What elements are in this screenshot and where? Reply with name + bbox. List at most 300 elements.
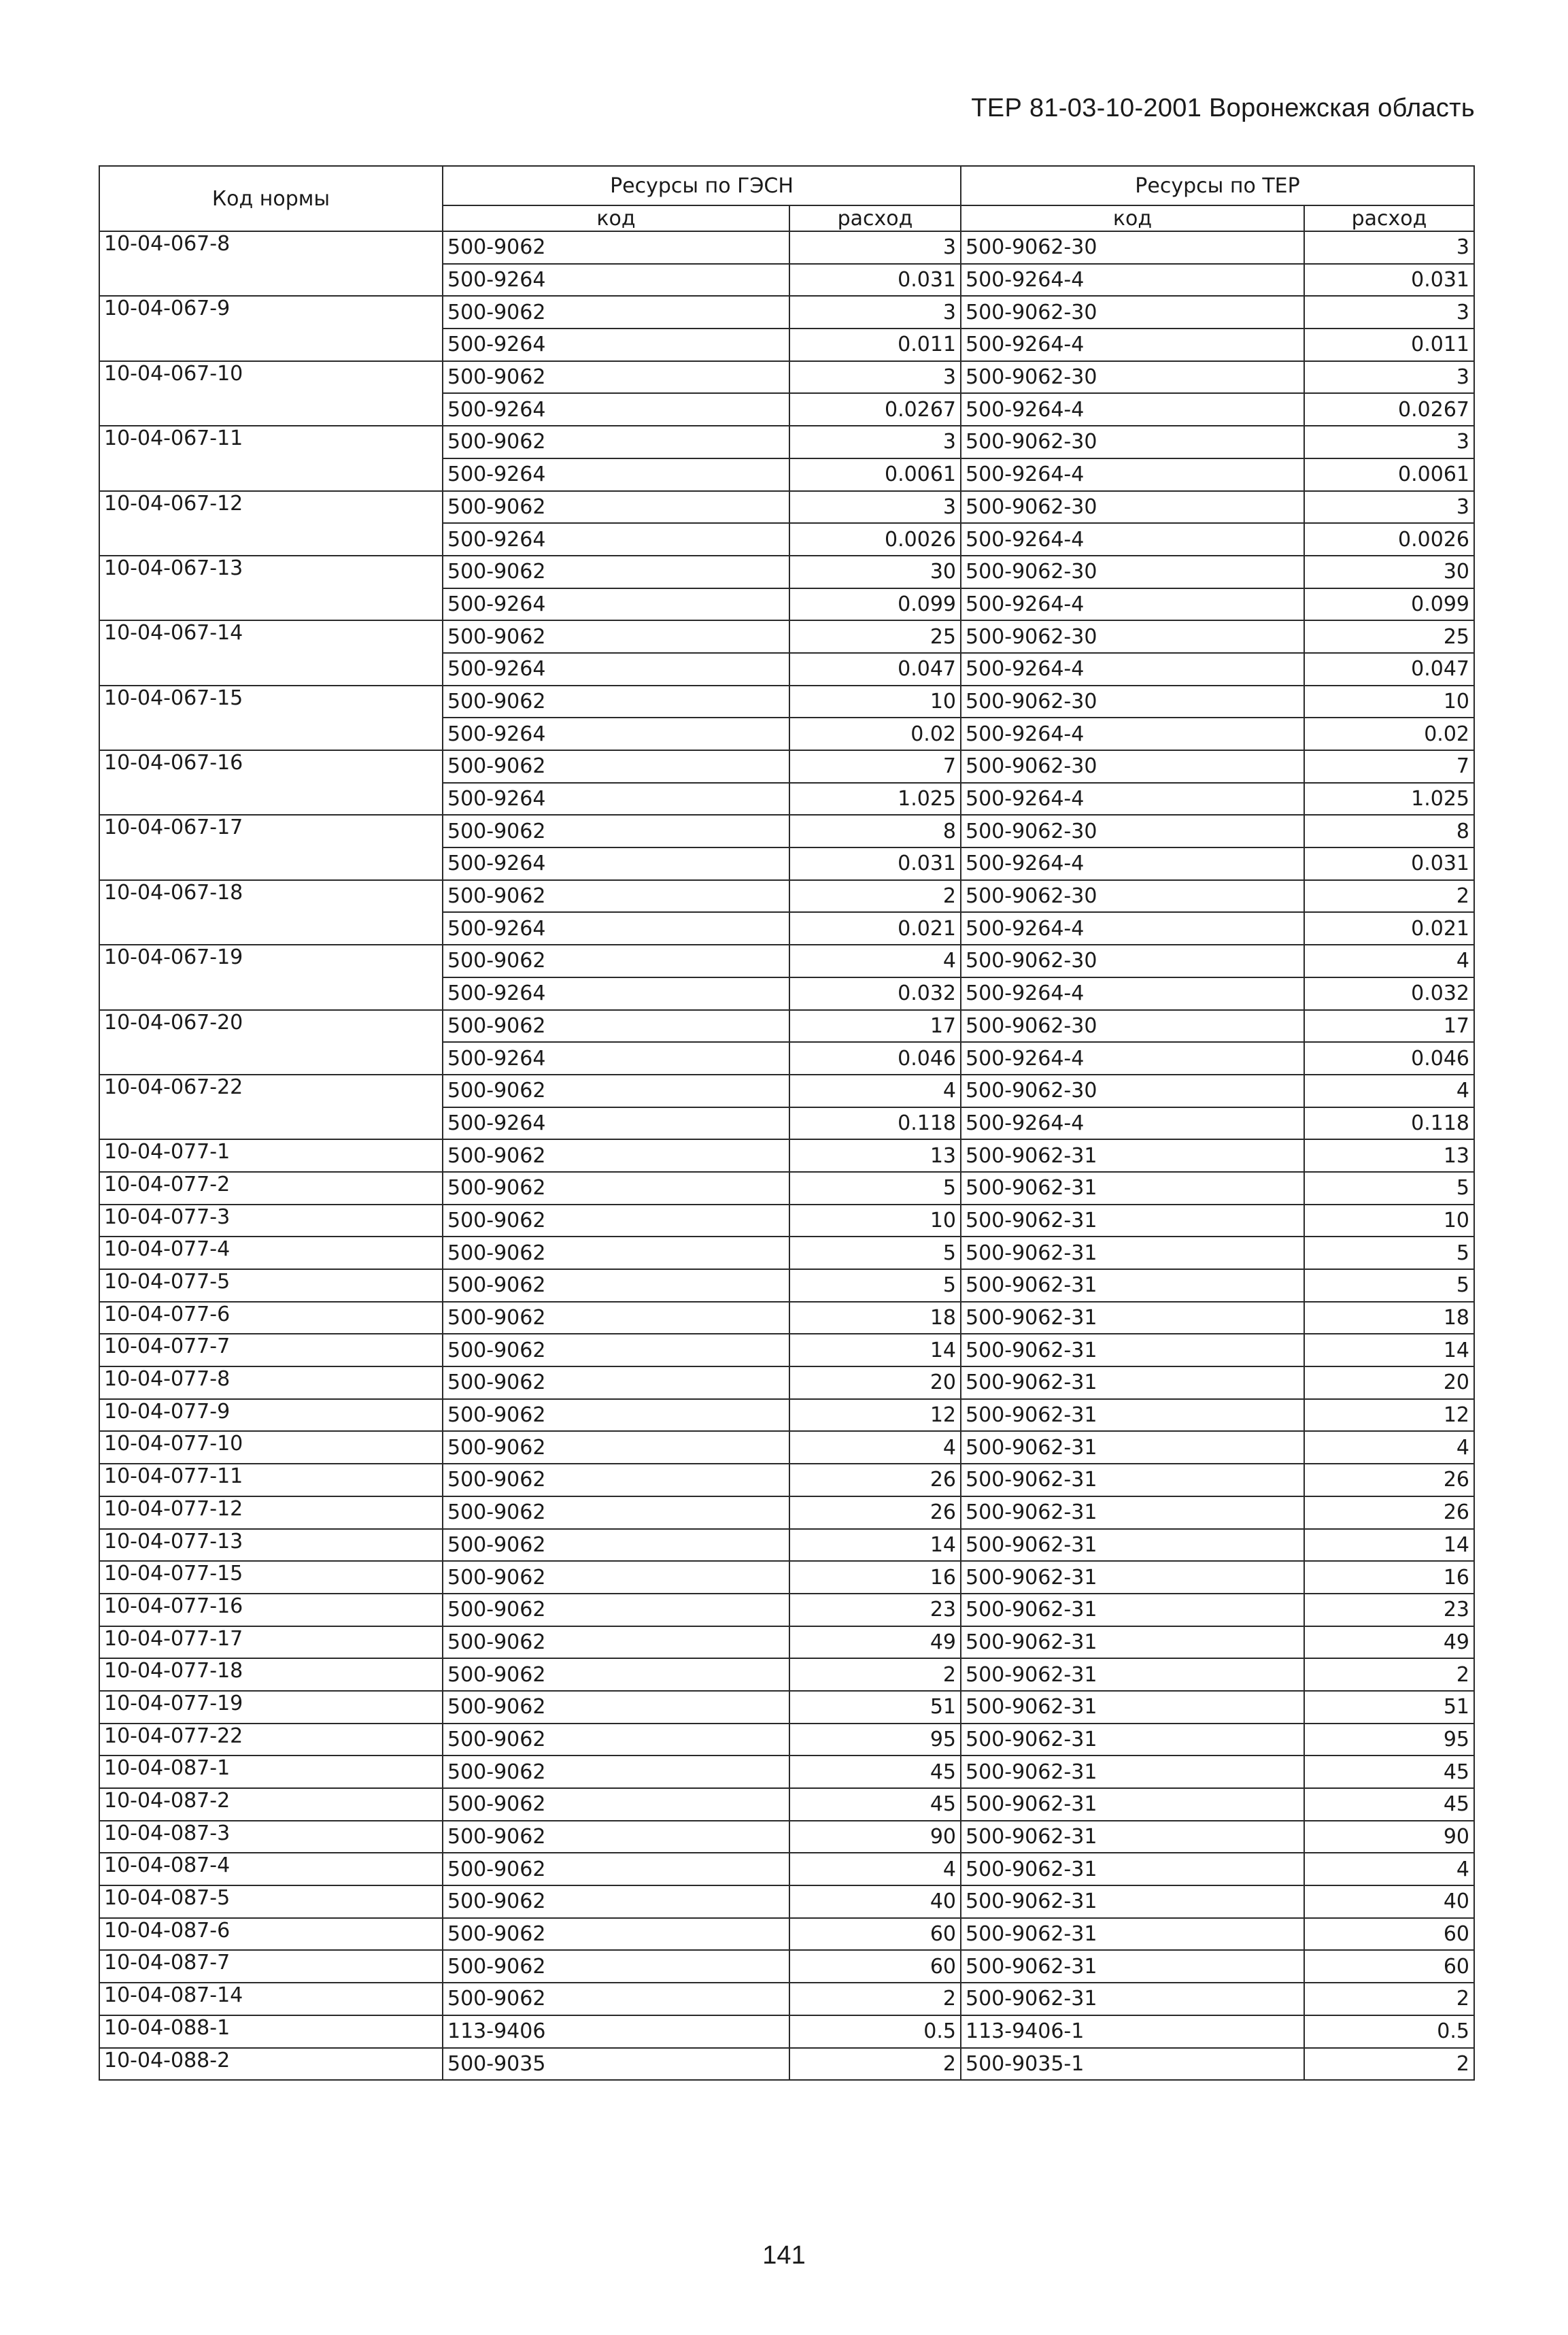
norm-code-cell: 10-04-088-1 [99, 2015, 443, 2048]
gesn-code-cell: 500-9062 [443, 1594, 789, 1626]
table-row [99, 1885, 1474, 1918]
norm-code-cell: 10-04-077-10 [99, 1431, 443, 1464]
ter-code-cell: 500-9264-4 [961, 912, 1304, 945]
norm-code-cell: 10-04-077-16 [99, 1594, 443, 1626]
table-body [99, 231, 1474, 2080]
norm-code-cell: 10-04-067-8 [99, 231, 443, 296]
ter-code-cell: 500-9264-4 [961, 523, 1304, 556]
ter-rate-cell: 45 [1304, 1788, 1474, 1821]
gesn-code-cell: 500-9062 [443, 1464, 789, 1496]
ter-code-cell: 500-9062-31 [961, 1334, 1304, 1366]
gesn-code-cell: 500-9062 [443, 361, 789, 394]
ter-rate-cell: 2 [1304, 1658, 1474, 1691]
gesn-rate-cell: 14 [789, 1334, 961, 1366]
gesn-rate-cell: 0.02 [789, 718, 961, 750]
ter-code-cell: 500-9062-31 [961, 1205, 1304, 1237]
gesn-rate-cell: 5 [789, 1237, 961, 1269]
ter-code-cell: 500-9062-30 [961, 880, 1304, 913]
gesn-code-cell: 500-9062 [443, 1269, 789, 1302]
ter-code-cell: 500-9035-1 [961, 2048, 1304, 2081]
table-row [99, 1496, 1474, 1529]
gesn-rate-cell: 4 [789, 1431, 961, 1464]
gesn-rate-cell: 51 [789, 1691, 961, 1724]
gesn-code-cell: 500-9264 [443, 653, 789, 686]
table-row [99, 1561, 1474, 1594]
ter-rate-cell: 5 [1304, 1237, 1474, 1269]
table-row [99, 1269, 1474, 1302]
ter-code-cell: 500-9062-31 [961, 1269, 1304, 1302]
gesn-rate-cell: 20 [789, 1366, 961, 1399]
ter-rate-cell: 14 [1304, 1334, 1474, 1366]
ter-code-cell: 500-9062-30 [961, 296, 1304, 329]
table-row [99, 1529, 1474, 1562]
gesn-code-cell: 500-9264 [443, 458, 789, 491]
table-row [99, 2048, 1474, 2081]
table-row [99, 426, 1474, 458]
gesn-rate-cell: 0.0061 [789, 458, 961, 491]
norm-code-cell: 10-04-087-7 [99, 1950, 443, 1983]
norm-code-cell: 10-04-087-4 [99, 1853, 443, 1885]
gesn-rate-cell: 30 [789, 556, 961, 588]
gesn-rate-cell: 10 [789, 1205, 961, 1237]
header-ter-rate: расход [1304, 205, 1474, 231]
gesn-code-cell: 500-9264 [443, 912, 789, 945]
gesn-rate-cell: 95 [789, 1724, 961, 1756]
ter-rate-cell: 0.046 [1304, 1042, 1474, 1075]
gesn-code-cell: 500-9062 [443, 1399, 789, 1432]
gesn-rate-cell: 0.0026 [789, 523, 961, 556]
table-row [99, 1853, 1474, 1885]
ter-code-cell: 500-9062-30 [961, 686, 1304, 718]
gesn-rate-cell: 49 [789, 1626, 961, 1659]
norm-code-cell: 10-04-077-17 [99, 1626, 443, 1659]
header-ter-code: код [961, 205, 1304, 231]
gesn-rate-cell: 3 [789, 231, 961, 264]
norm-code-cell: 10-04-067-14 [99, 620, 443, 685]
ter-code-cell: 500-9264-4 [961, 1042, 1304, 1075]
gesn-code-cell: 500-9264 [443, 718, 789, 750]
table-row [99, 1464, 1474, 1496]
ter-code-cell: 500-9062-30 [961, 620, 1304, 653]
gesn-code-cell: 500-9062 [443, 1756, 789, 1788]
ter-rate-cell: 0.0061 [1304, 458, 1474, 491]
gesn-code-cell: 500-9062 [443, 426, 789, 458]
gesn-rate-cell: 0.046 [789, 1042, 961, 1075]
gesn-code-cell: 500-9062 [443, 1918, 789, 1951]
norm-code-cell: 10-04-067-20 [99, 1010, 443, 1075]
ter-rate-cell: 0.011 [1304, 329, 1474, 361]
norm-code-cell: 10-04-077-15 [99, 1561, 443, 1594]
ter-rate-cell: 2 [1304, 2048, 1474, 2081]
ter-rate-cell: 4 [1304, 1853, 1474, 1885]
norm-code-cell: 10-04-067-19 [99, 945, 443, 1009]
gesn-code-cell: 500-9062 [443, 620, 789, 653]
table-row [99, 1172, 1474, 1205]
gesn-rate-cell: 2 [789, 880, 961, 913]
table-row [99, 556, 1474, 588]
ter-code-cell: 113-9406-1 [961, 2015, 1304, 2048]
gesn-rate-cell: 0.011 [789, 329, 961, 361]
gesn-code-cell: 500-9062 [443, 1302, 789, 1334]
norm-code-cell: 10-04-067-13 [99, 556, 443, 620]
norm-code-cell: 10-04-067-11 [99, 426, 443, 490]
table-row [99, 231, 1474, 264]
ter-rate-cell: 40 [1304, 1885, 1474, 1918]
ter-code-cell: 500-9062-31 [961, 1431, 1304, 1464]
gesn-rate-cell: 0.099 [789, 588, 961, 621]
table-row [99, 1756, 1474, 1788]
ter-rate-cell: 45 [1304, 1756, 1474, 1788]
page-number: 141 [762, 2241, 806, 2270]
ter-rate-cell: 17 [1304, 1010, 1474, 1043]
table-row [99, 296, 1474, 329]
gesn-rate-cell: 4 [789, 1075, 961, 1107]
gesn-rate-cell: 90 [789, 1821, 961, 1853]
ter-rate-cell: 0.099 [1304, 588, 1474, 621]
ter-code-cell: 500-9062-30 [961, 750, 1304, 783]
ter-rate-cell: 0.02 [1304, 718, 1474, 750]
ter-code-cell: 500-9062-31 [961, 1821, 1304, 1853]
table-row [99, 1691, 1474, 1724]
gesn-code-cell: 500-9062 [443, 1724, 789, 1756]
gesn-code-cell: 500-9062 [443, 1172, 789, 1205]
gesn-code-cell: 500-9264 [443, 977, 789, 1010]
gesn-rate-cell: 60 [789, 1918, 961, 1951]
norm-code-cell: 10-04-077-7 [99, 1334, 443, 1366]
gesn-rate-cell: 18 [789, 1302, 961, 1334]
gesn-rate-cell: 3 [789, 426, 961, 458]
ter-code-cell: 500-9264-4 [961, 329, 1304, 361]
gesn-rate-cell: 1.025 [789, 783, 961, 816]
table-row [99, 1950, 1474, 1983]
gesn-rate-cell: 5 [789, 1172, 961, 1205]
gesn-code-cell: 500-9062 [443, 1010, 789, 1043]
ter-rate-cell: 95 [1304, 1724, 1474, 1756]
table-row [99, 491, 1474, 524]
gesn-code-cell: 500-9062 [443, 1561, 789, 1594]
table-row [99, 1010, 1474, 1043]
ter-rate-cell: 23 [1304, 1594, 1474, 1626]
gesn-rate-cell: 10 [789, 686, 961, 718]
gesn-rate-cell: 0.118 [789, 1107, 961, 1140]
gesn-rate-cell: 16 [789, 1561, 961, 1594]
norm-code-cell: 10-04-077-4 [99, 1237, 443, 1269]
gesn-code-cell: 500-9264 [443, 329, 789, 361]
ter-rate-cell: 16 [1304, 1561, 1474, 1594]
gesn-code-cell: 500-9062 [443, 1431, 789, 1464]
gesn-code-cell: 500-9062 [443, 880, 789, 913]
ter-code-cell: 500-9062-31 [961, 1594, 1304, 1626]
gesn-code-cell: 500-9264 [443, 264, 789, 297]
header-gesn-rate: расход [789, 205, 961, 231]
ter-rate-cell: 12 [1304, 1399, 1474, 1432]
gesn-rate-cell: 12 [789, 1399, 961, 1432]
ter-rate-cell: 25 [1304, 620, 1474, 653]
gesn-rate-cell: 8 [789, 815, 961, 847]
gesn-code-cell: 500-9264 [443, 588, 789, 621]
ter-code-cell: 500-9062-31 [961, 1853, 1304, 1885]
ter-rate-cell: 1.025 [1304, 783, 1474, 816]
gesn-rate-cell: 26 [789, 1496, 961, 1529]
header-gesn-resources: Ресурсы по ГЭСН [443, 166, 961, 205]
ter-code-cell: 500-9264-4 [961, 393, 1304, 426]
ter-code-cell: 500-9062-31 [961, 1724, 1304, 1756]
ter-code-cell: 500-9062-31 [961, 1918, 1304, 1951]
ter-rate-cell: 0.032 [1304, 977, 1474, 1010]
table-row [99, 1626, 1474, 1659]
table-row [99, 1821, 1474, 1853]
norm-code-cell: 10-04-077-19 [99, 1691, 443, 1724]
ter-code-cell: 500-9062-30 [961, 815, 1304, 847]
ter-code-cell: 500-9264-4 [961, 458, 1304, 491]
ter-code-cell: 500-9062-31 [961, 1983, 1304, 2015]
ter-code-cell: 500-9062-31 [961, 1885, 1304, 1918]
table-row [99, 1334, 1474, 1366]
norm-code-cell: 10-04-088-2 [99, 2048, 443, 2081]
gesn-rate-cell: 60 [789, 1950, 961, 1983]
ter-rate-cell: 0.0026 [1304, 523, 1474, 556]
gesn-code-cell: 500-9062 [443, 1853, 789, 1885]
ter-rate-cell: 7 [1304, 750, 1474, 783]
ter-rate-cell: 2 [1304, 1983, 1474, 2015]
ter-rate-cell: 8 [1304, 815, 1474, 847]
ter-rate-cell: 0.031 [1304, 264, 1474, 297]
ter-rate-cell: 10 [1304, 1205, 1474, 1237]
ter-code-cell: 500-9062-31 [961, 1172, 1304, 1205]
ter-rate-cell: 0.021 [1304, 912, 1474, 945]
ter-rate-cell: 26 [1304, 1496, 1474, 1529]
ter-code-cell: 500-9264-4 [961, 718, 1304, 750]
norm-code-cell: 10-04-087-2 [99, 1788, 443, 1821]
ter-code-cell: 500-9062-31 [961, 1658, 1304, 1691]
ter-code-cell: 500-9062-31 [961, 1788, 1304, 1821]
gesn-rate-cell: 3 [789, 491, 961, 524]
ter-code-cell: 500-9062-31 [961, 1950, 1304, 1983]
gesn-rate-cell: 7 [789, 750, 961, 783]
norm-code-cell: 10-04-077-2 [99, 1172, 443, 1205]
norm-code-cell: 10-04-067-9 [99, 296, 443, 360]
gesn-rate-cell: 0.5 [789, 2015, 961, 2048]
gesn-code-cell: 500-9062 [443, 1366, 789, 1399]
ter-rate-cell: 14 [1304, 1529, 1474, 1562]
ter-rate-cell: 5 [1304, 1269, 1474, 1302]
ter-code-cell: 500-9264-4 [961, 1107, 1304, 1140]
ter-code-cell: 500-9062-31 [961, 1626, 1304, 1659]
norm-code-cell: 10-04-067-22 [99, 1075, 443, 1139]
ter-code-cell: 500-9062-30 [961, 231, 1304, 264]
gesn-code-cell: 500-9062 [443, 945, 789, 977]
table-row [99, 1594, 1474, 1626]
table-row [99, 1366, 1474, 1399]
gesn-code-cell: 500-9264 [443, 393, 789, 426]
gesn-code-cell: 500-9062 [443, 1205, 789, 1237]
norm-code-cell: 10-04-077-3 [99, 1205, 443, 1237]
gesn-rate-cell: 45 [789, 1756, 961, 1788]
table-row [99, 1139, 1474, 1172]
ter-rate-cell: 60 [1304, 1950, 1474, 1983]
gesn-code-cell: 113-9406 [443, 2015, 789, 2048]
ter-code-cell: 500-9062-31 [961, 1561, 1304, 1594]
gesn-rate-cell: 0.032 [789, 977, 961, 1010]
gesn-code-cell: 500-9062 [443, 556, 789, 588]
gesn-code-cell: 500-9062 [443, 296, 789, 329]
norm-code-cell: 10-04-077-13 [99, 1529, 443, 1562]
table-row [99, 2015, 1474, 2048]
norm-code-cell: 10-04-077-12 [99, 1496, 443, 1529]
ter-rate-cell: 3 [1304, 296, 1474, 329]
norm-code-cell: 10-04-077-6 [99, 1302, 443, 1334]
ter-code-cell: 500-9264-4 [961, 783, 1304, 816]
gesn-code-cell: 500-9062 [443, 1885, 789, 1918]
table-row [99, 1237, 1474, 1269]
header-gesn-code: код [443, 205, 789, 231]
ter-rate-cell: 20 [1304, 1366, 1474, 1399]
ter-rate-cell: 5 [1304, 1172, 1474, 1205]
table-row [99, 1431, 1474, 1464]
ter-rate-cell: 0.0267 [1304, 393, 1474, 426]
norm-code-cell: 10-04-077-9 [99, 1399, 443, 1432]
ter-code-cell: 500-9062-31 [961, 1691, 1304, 1724]
norm-code-cell: 10-04-067-17 [99, 815, 443, 879]
header-ter-resources: Ресурсы по ТЕР [961, 166, 1474, 205]
ter-code-cell: 500-9062-31 [961, 1496, 1304, 1529]
gesn-code-cell: 500-9062 [443, 1529, 789, 1562]
ter-code-cell: 500-9264-4 [961, 653, 1304, 686]
ter-rate-cell: 18 [1304, 1302, 1474, 1334]
gesn-rate-cell: 40 [789, 1885, 961, 1918]
ter-code-cell: 500-9062-30 [961, 1075, 1304, 1107]
gesn-code-cell: 500-9264 [443, 1107, 789, 1140]
gesn-rate-cell: 0.047 [789, 653, 961, 686]
gesn-rate-cell: 0.031 [789, 847, 961, 880]
table-row [99, 1205, 1474, 1237]
norm-code-cell: 10-04-067-18 [99, 880, 443, 945]
table-row [99, 1075, 1474, 1107]
norm-code-cell: 10-04-077-8 [99, 1366, 443, 1399]
table-row [99, 361, 1474, 394]
gesn-code-cell: 500-9062 [443, 815, 789, 847]
gesn-code-cell: 500-9062 [443, 1139, 789, 1172]
ter-code-cell: 500-9062-31 [961, 1464, 1304, 1496]
gesn-code-cell: 500-9062 [443, 1821, 789, 1853]
table-row [99, 620, 1474, 653]
resources-table [99, 165, 1475, 2081]
norm-code-cell: 10-04-087-14 [99, 1983, 443, 2015]
gesn-rate-cell: 3 [789, 296, 961, 329]
ter-code-cell: 500-9062-30 [961, 945, 1304, 977]
ter-rate-cell: 90 [1304, 1821, 1474, 1853]
table-row [99, 1983, 1474, 2015]
gesn-rate-cell: 2 [789, 1658, 961, 1691]
table-row [99, 880, 1474, 913]
ter-code-cell: 500-9264-4 [961, 588, 1304, 621]
ter-rate-cell: 0.5 [1304, 2015, 1474, 2048]
ter-code-cell: 500-9062-30 [961, 361, 1304, 394]
table-row [99, 1658, 1474, 1691]
norm-code-cell: 10-04-077-11 [99, 1464, 443, 1496]
ter-code-cell: 500-9264-4 [961, 847, 1304, 880]
gesn-rate-cell: 0.031 [789, 264, 961, 297]
ter-code-cell: 500-9062-31 [961, 1366, 1304, 1399]
ter-code-cell: 500-9062-31 [961, 1237, 1304, 1269]
ter-code-cell: 500-9062-31 [961, 1529, 1304, 1562]
norm-code-cell: 10-04-077-5 [99, 1269, 443, 1302]
ter-rate-cell: 60 [1304, 1918, 1474, 1951]
gesn-code-cell: 500-9264 [443, 523, 789, 556]
gesn-code-cell: 500-9062 [443, 1950, 789, 1983]
gesn-code-cell: 500-9062 [443, 231, 789, 264]
gesn-rate-cell: 17 [789, 1010, 961, 1043]
norm-code-cell: 10-04-067-15 [99, 686, 443, 750]
gesn-code-cell: 500-9062 [443, 1334, 789, 1366]
gesn-rate-cell: 4 [789, 1853, 961, 1885]
ter-code-cell: 500-9264-4 [961, 264, 1304, 297]
norm-code-cell: 10-04-077-18 [99, 1658, 443, 1691]
ter-code-cell: 500-9264-4 [961, 977, 1304, 1010]
ter-rate-cell: 3 [1304, 231, 1474, 264]
norm-code-cell: 10-04-077-22 [99, 1724, 443, 1756]
ter-rate-cell: 3 [1304, 426, 1474, 458]
gesn-rate-cell: 2 [789, 2048, 961, 2081]
table-row [99, 1788, 1474, 1821]
gesn-code-cell: 500-9062 [443, 1075, 789, 1107]
gesn-rate-cell: 2 [789, 1983, 961, 2015]
gesn-rate-cell: 26 [789, 1464, 961, 1496]
gesn-code-cell: 500-9035 [443, 2048, 789, 2081]
table-row [99, 1724, 1474, 1756]
ter-code-cell: 500-9062-30 [961, 491, 1304, 524]
gesn-rate-cell: 25 [789, 620, 961, 653]
gesn-rate-cell: 14 [789, 1529, 961, 1562]
norm-code-cell: 10-04-087-3 [99, 1821, 443, 1853]
norm-code-cell: 10-04-087-6 [99, 1918, 443, 1951]
norm-code-cell: 10-04-077-1 [99, 1139, 443, 1172]
gesn-rate-cell: 5 [789, 1269, 961, 1302]
gesn-code-cell: 500-9062 [443, 1496, 789, 1529]
ter-rate-cell: 26 [1304, 1464, 1474, 1496]
ter-code-cell: 500-9062-30 [961, 426, 1304, 458]
norm-code-cell: 10-04-087-5 [99, 1885, 443, 1918]
norm-code-cell: 10-04-067-10 [99, 361, 443, 426]
ter-code-cell: 500-9062-31 [961, 1399, 1304, 1432]
gesn-code-cell: 500-9062 [443, 1658, 789, 1691]
gesn-code-cell: 500-9062 [443, 750, 789, 783]
ter-code-cell: 500-9062-30 [961, 556, 1304, 588]
table-row [99, 1399, 1474, 1432]
table-row [99, 1918, 1474, 1951]
gesn-rate-cell: 0.021 [789, 912, 961, 945]
ter-rate-cell: 4 [1304, 945, 1474, 977]
gesn-code-cell: 500-9264 [443, 783, 789, 816]
ter-code-cell: 500-9062-31 [961, 1139, 1304, 1172]
ter-rate-cell: 0.118 [1304, 1107, 1474, 1140]
norm-code-cell: 10-04-067-12 [99, 491, 443, 556]
ter-rate-cell: 4 [1304, 1075, 1474, 1107]
gesn-rate-cell: 0.0267 [789, 393, 961, 426]
ter-rate-cell: 51 [1304, 1691, 1474, 1724]
gesn-rate-cell: 3 [789, 361, 961, 394]
header-norm-code: Код нормы [99, 166, 443, 231]
ter-rate-cell: 0.047 [1304, 653, 1474, 686]
gesn-rate-cell: 4 [789, 945, 961, 977]
norm-code-cell: 10-04-067-16 [99, 750, 443, 815]
ter-code-cell: 500-9062-31 [961, 1302, 1304, 1334]
gesn-code-cell: 500-9264 [443, 1042, 789, 1075]
ter-rate-cell: 30 [1304, 556, 1474, 588]
ter-rate-cell: 3 [1304, 491, 1474, 524]
ter-rate-cell: 49 [1304, 1626, 1474, 1659]
gesn-code-cell: 500-9062 [443, 1626, 789, 1659]
